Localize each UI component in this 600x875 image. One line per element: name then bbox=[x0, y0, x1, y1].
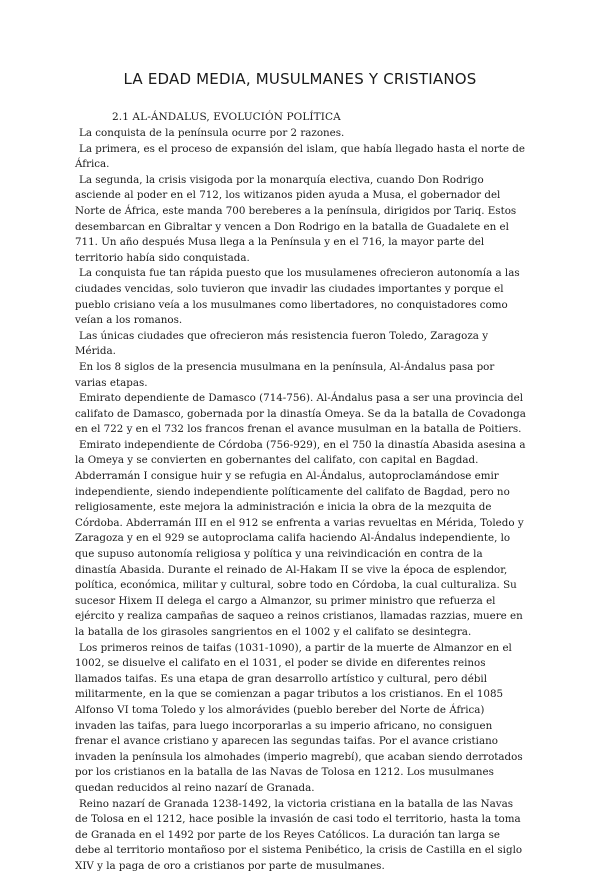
document-body bbox=[75, 126, 527, 875]
paragraph-first-reason: La primera, es el proceso de expansión del islam, que había llegado hasta el norte de África. bbox=[75, 142, 525, 171]
paragraph-stages: En los 8 siglos de la presencia musulmana en la península, Al-Ándalus pasa por varias etapas. bbox=[75, 360, 495, 389]
paragraph-emirato-cordoba: Emirato independiente de Córdoba (756-929), en el 750 la dinastía Abasida asesina a la Omeya y se convierten en gobernantes del califato, con capital en Bagdad. Abderramán I consigue huir y se refugia en Al-Ándalus, autoproclamándose emir independiente, siendo independiente políticamente del califato de Bagdad, pero no religiosamente, este mejora la administración e inicia la obra de la mezquita de Córdoba. Abderramán III en el 912 se enfrenta a varias revueltas en Mérida, Toledo y Zaragoza y en el 929 se autoproclama califa haciendo Al-Ándalus independiente, lo que supuso autonomía religiosa y política y una reivindicación en contra de la dinastía Abasida. Durante el reinado de Al-Hakam II se vive la época de esplendor, política, económica, militar y cultural, sobre todo en Córdoba, la cual culturaliza. Su sucesor Hixem II delega el cargo a Almanzor, su primer ministro que refuerza el ejército y realiza campañas de saqueo a reinos cristianos, llamadas razzias, muere en la batalla de los girasoles sangrientos en el 1002 y el califato se desintegra. bbox=[75, 438, 526, 638]
paragraph-resistance: Las únicas ciudades que ofrecieron más resistencia fueron Toledo, Zaragoza y Mérida. bbox=[75, 329, 489, 358]
page-title: LA EDAD MEDIA, MUSULMANES Y CRISTIANOS bbox=[123, 70, 477, 88]
section-heading: 2.1 AL-ÁNDALUS, EVOLUCIÓN POLÍTICA bbox=[112, 111, 341, 123]
paragraph-intro: La conquista de la península ocurre por 2 razones. bbox=[79, 127, 345, 139]
paragraph-second-reason: La segunda, la crisis visigoda por la monarquía electiva, cuando Don Rodrigo asciende al poder en el 712, los witizanos piden ayuda a Musa, el gobernador del Norte de África, este manda 700 bereberes a la península, dirigidos por Tariq. Estos desembarcan en Gibraltar y vencen a Don Rodrigo en la batalla de Guadalete en el 711. Un año después Musa llega a la Península y en el 716, la mayor parte del territorio había sido conquistada. bbox=[75, 173, 517, 264]
paragraph-reino-nazari: Reino nazarí de Granada 1238-1492, la victoria cristiana en la batalla de las Navas de Tolosa en el 1212, hace posible la invasión de casi todo el territorio, hasta la toma de Granada en el 1492 por parte de los Reyes Católicos. La duración tan larga se debe al territorio montañoso por el sistema Penibético, la crisis de Castilla en el siglo XIV y la paga de oro a cristianos por parte de musulmanes. bbox=[75, 797, 523, 872]
paragraph-rapid-conquest: La conquista fue tan rápida puesto que los musulamenes ofrecieron autonomía a las ciudades vencidas, solo tuvieron que invadir las ciudades importantes y porque el pueblo crisiano veía a los musulmanes como libertadores, no conquistadores como veían a los romanos. bbox=[75, 267, 520, 327]
paragraph-emirato-damasco: Emirato dependiente de Damasco (714-756). Al-Ándalus pasa a ser una provincia del califato de Damasco, gobernada por la dinastía Omeya. Se da la batalla de Covadonga en el 722 y en el 732 los francos frenan el avance musulman en la batalla de Poitiers. bbox=[75, 392, 526, 436]
paragraph-taifas: Los primeros reinos de taifas (1031-1090), a partir de la muerte de Almanzor en el 1002, se disuelve el califato en el 1031, el poder se divide en diferentes reinos llamados taifas. Es una etapa de gran desarrollo artístico y cultural, pero débil militarmente, en la que se comienzan a pagar tributos a los cristianos. En el 1085 Alfonso VI toma Toledo y los almorávides (pueblo bereber del Norte de África) invaden las taifas, para luego incorporarlas a su imperio africano, no consiguen frenar el avance cristiano y aparecen las segundas taifas. Por el avance cristiano invaden la península los almohades (imperio magrebí), que acaban siendo derrotados por los cristianos en la batalla de las Navas de Tolosa en 1212. Los musulmanes quedan reducidos al reino nazarí de Granada. bbox=[75, 641, 523, 794]
